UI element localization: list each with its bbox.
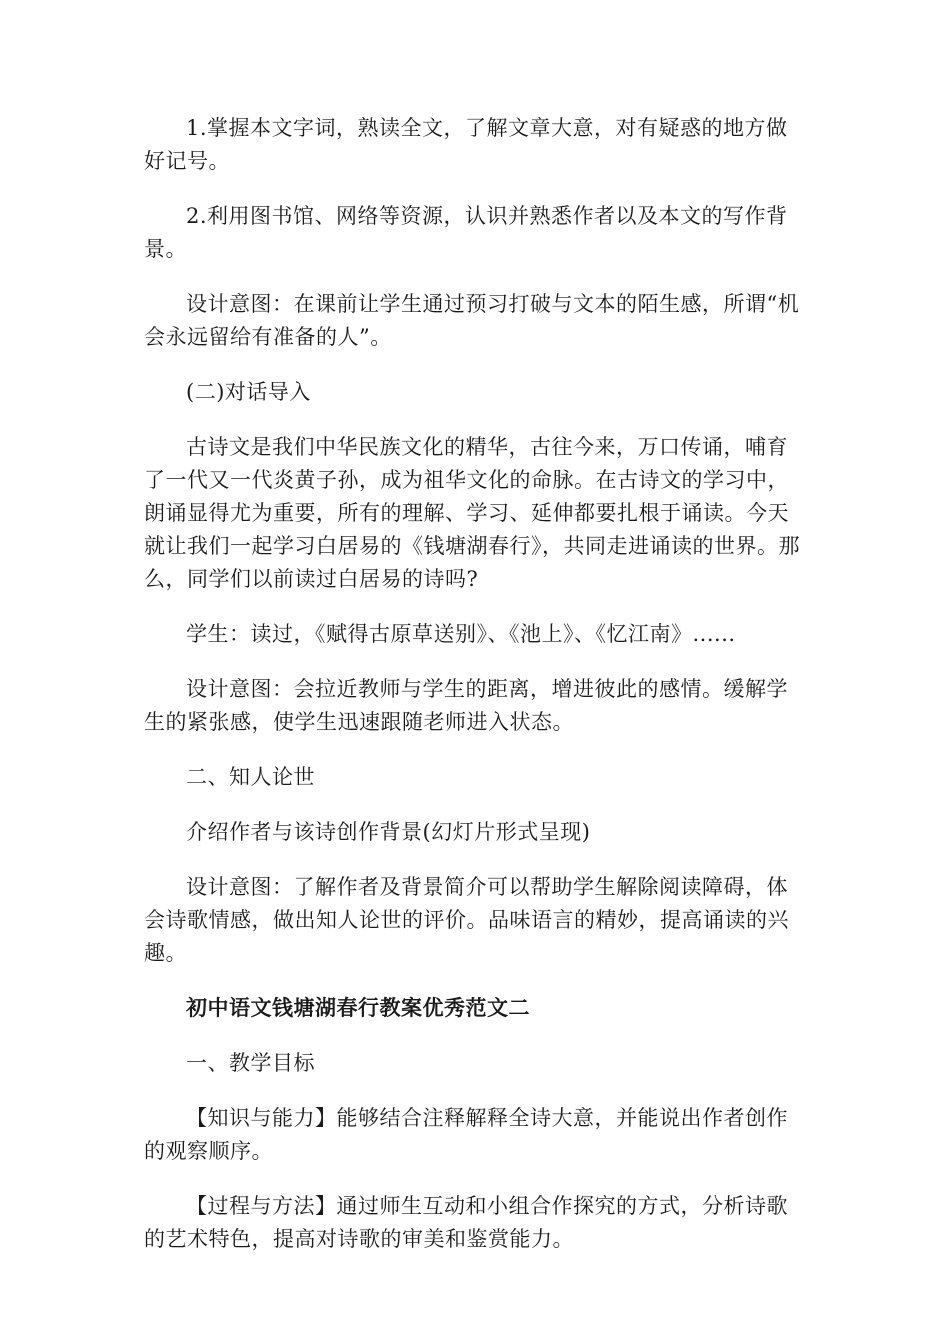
paragraph-task-2: 2.利用图书馆、网络等资源，认识并熟悉作者以及本文的写作背景。: [144, 204, 788, 261]
paragraph-author-intro: 介绍作者与该诗创作背景(幻灯片形式呈现): [186, 820, 591, 844]
paragraph-task-1: 1.掌握本文字词，熟读全文，了解文章大意，对有疑惑的地方做好记号。: [144, 116, 788, 173]
paragraph-goal-knowledge: 【知识与能力】能够结合注释解释全诗大意，并能说出作者创作的观察顺序。: [144, 1106, 788, 1163]
paragraph-design-intent-3: 设计意图：了解作者及背景简介可以帮助学生解除阅读障碍，体会诗歌情感，做出知人论世的评价。品味语言的精妙，提高诵读的兴趣。: [144, 875, 789, 965]
paragraph-goal-process: 【过程与方法】通过师生互动和小组合作探究的方式，分析诗歌的艺术特色，提高对诗歌的审美和鉴赏能力。: [144, 1194, 788, 1251]
paragraph-student-answer: 学生：读过，《赋得古原草送别》、《池上》、《忆江南》......: [186, 622, 736, 646]
document-section-title: 初中语文钱塘湖春行教案优秀范文二: [186, 996, 530, 1020]
section-heading-author-background: 二、知人论世: [186, 765, 315, 789]
section-heading-dialogue-intro: (二)对话导入: [186, 380, 311, 404]
paragraph-design-intent-2: 设计意图：会拉近教师与学生的距离，增进彼此的感情。缓解学生的紧张感，使学生迅速跟随老师进入状态。: [144, 677, 788, 734]
section-heading-teaching-goals: 一、教学目标: [186, 1051, 315, 1075]
paragraph-intro-text: 古诗文是我们中华民族文化的精华，古往今来，万口传诵，哺育了一代又一代炎黄子孙，成为祖华文化的命脉。在古诗文的学习中，朗诵显得尤为重要，所有的理解、学习、延伸都要扎根于诵读。今天就让我们一起学习白居易的《钱塘湖春行》，共同走进诵读的世界。那么，同学们以前读过白居易的诗吗?: [144, 435, 800, 591]
paragraph-design-intent-1: 设计意图：在课前让学生通过预习打破与文本的陌生感，所谓“机会永远留给有准备的人”。: [144, 292, 800, 349]
